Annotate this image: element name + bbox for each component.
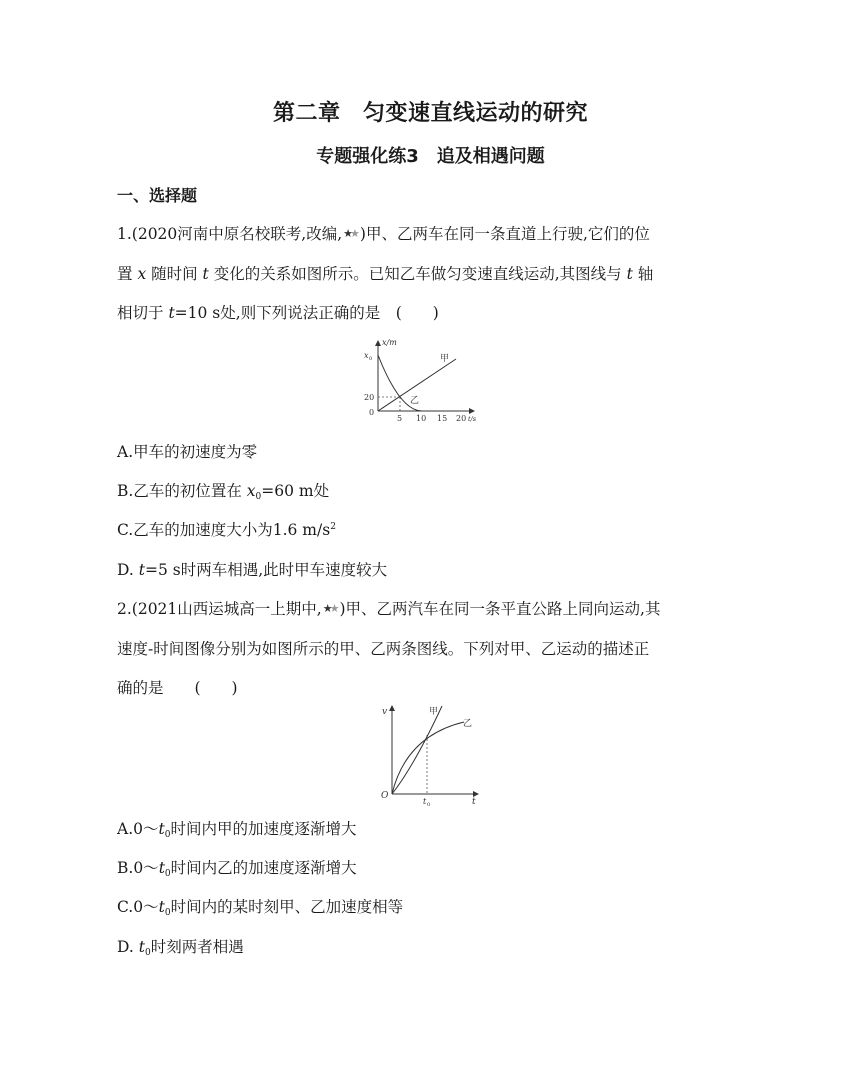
jia-curve — [392, 706, 442, 794]
sub-0: 0 — [144, 948, 151, 958]
x-axis-label: t/s — [468, 415, 477, 423]
question-type-heading: 一、选择题 — [117, 186, 198, 205]
q2-option-c-text-a: C.0～ — [117, 898, 159, 916]
q2-option-c — [117, 895, 403, 918]
x0-label: x — [364, 351, 369, 360]
t0-label: t — [423, 797, 427, 806]
xtick-5: 5 — [397, 414, 403, 423]
q1-text-2d: 轴 — [632, 265, 654, 283]
var-t: t — [626, 265, 633, 283]
q1-stem-line-3 — [117, 301, 439, 323]
section-subtitle: 专题强化练3 追及相遇问题 — [316, 146, 545, 167]
yi-curve — [392, 722, 464, 794]
q1-source: 1.(2020河南中原名校联考,改编, — [117, 225, 343, 243]
var-t: t — [158, 898, 165, 916]
q1-option-b — [117, 479, 329, 502]
q1-option-b-text-a: B.乙车的初位置在 — [117, 482, 247, 500]
q2-option-d-text-a: D. — [117, 938, 139, 956]
chapter-title: 第二章 匀变速直线运动的研究 — [272, 101, 588, 126]
y-axis-label: x/m — [382, 338, 397, 347]
q1-text-2b: 随时间 — [146, 265, 203, 283]
q2-v-t-graph — [374, 700, 486, 812]
q1-stem-text-1: )甲、乙两车在同一条直道上行驶,它们的位 — [359, 225, 650, 243]
var-t: t — [202, 265, 209, 283]
q2-stem-line-3 — [117, 676, 238, 698]
q1-text-2c: 变化的关系如图所示。已知乙车做匀变速直线运动,其图线与 — [208, 265, 627, 283]
jia-label: 甲 — [429, 707, 439, 717]
difficulty-stars-icon: ★★ — [322, 602, 337, 615]
yi-label: 乙 — [410, 396, 420, 406]
var-t: t — [138, 561, 145, 579]
q1-option-d-text-a: D. — [117, 561, 139, 579]
x-axis-label: t — [472, 797, 476, 807]
q2-stem-line-2 — [117, 637, 649, 659]
var-t: t — [138, 938, 145, 956]
q2-option-d — [117, 935, 244, 958]
var-t: t — [158, 820, 165, 838]
q2-option-a — [117, 817, 356, 840]
q2-option-a-text-a: A.0～ — [117, 820, 159, 838]
var-x: x — [137, 265, 147, 283]
difficulty-stars-icon: ★★ — [343, 227, 357, 240]
sup-2: 2 — [330, 522, 336, 532]
q2-stem-text-2: 速度-时间图像分别为如图所示的甲、乙两条图线。下列对甲、乙运动的描述正 — [117, 640, 650, 658]
q1-text-2a: 置 — [117, 265, 138, 283]
q2-option-b-text-b: 时间内乙的加速度逐渐增大 — [170, 859, 357, 877]
sub-0: 0 — [164, 908, 171, 918]
q2-option-b — [117, 856, 357, 879]
q1-option-c-text: C.乙车的加速度大小为1.6 m/s — [117, 521, 331, 539]
q1-stem-line-1 — [117, 222, 650, 244]
x0-sub: 0 — [369, 356, 373, 362]
t0-sub: 0 — [427, 802, 431, 808]
q1-option-d-text-b: =5 s时两车相遇,此时甲车速度较大 — [144, 561, 388, 579]
q1-text-3b: =10 s处,则下列说法正确的是 ( ) — [174, 304, 439, 322]
var-t: t — [158, 859, 165, 877]
q1-option-d — [117, 558, 387, 580]
q2-option-a-text-b: 时间内甲的加速度逐渐增大 — [170, 820, 357, 838]
xtick-10: 10 — [416, 414, 427, 423]
q1-x-t-graph — [360, 335, 480, 430]
origin-label: O — [381, 791, 389, 801]
y-axis-label: v — [382, 707, 388, 717]
var-t: t — [168, 304, 175, 322]
sub-0: 0 — [164, 830, 171, 840]
jia-label: 甲 — [440, 354, 450, 364]
q1-option-b-text-b: =60 m处 — [261, 482, 330, 500]
xtick-15: 15 — [437, 414, 448, 423]
origin-label: 0 — [369, 408, 375, 417]
q2-option-d-text-b: 时刻两者相遇 — [150, 938, 244, 956]
q1-text-3a: 相切于 — [117, 304, 169, 322]
q2-option-c-text-b: 时间内的某时刻甲、乙加速度相等 — [170, 898, 404, 916]
yi-label: 乙 — [463, 719, 473, 729]
var-x: x — [246, 482, 256, 500]
sub-0: 0 — [255, 492, 262, 502]
q2-stem-text-3: 确的是 ( ) — [117, 679, 238, 697]
q2-stem-line-1 — [117, 597, 660, 619]
q1-option-a-text: A.甲车的初速度为零 — [117, 443, 258, 461]
q1-stem-line-2 — [117, 262, 653, 284]
q1-option-c — [117, 518, 336, 540]
q2-stem-text-1: )甲、乙两汽车在同一条平直公路上同向运动,其 — [339, 600, 661, 618]
xtick-20: 20 — [456, 414, 467, 423]
q2-option-b-text-a: B.0～ — [117, 859, 159, 877]
q2-source: 2.(2021山西运城高一上期中, — [117, 600, 322, 618]
q1-option-a — [117, 440, 257, 462]
tick-20: 20 — [364, 393, 375, 402]
sub-0: 0 — [164, 869, 171, 879]
